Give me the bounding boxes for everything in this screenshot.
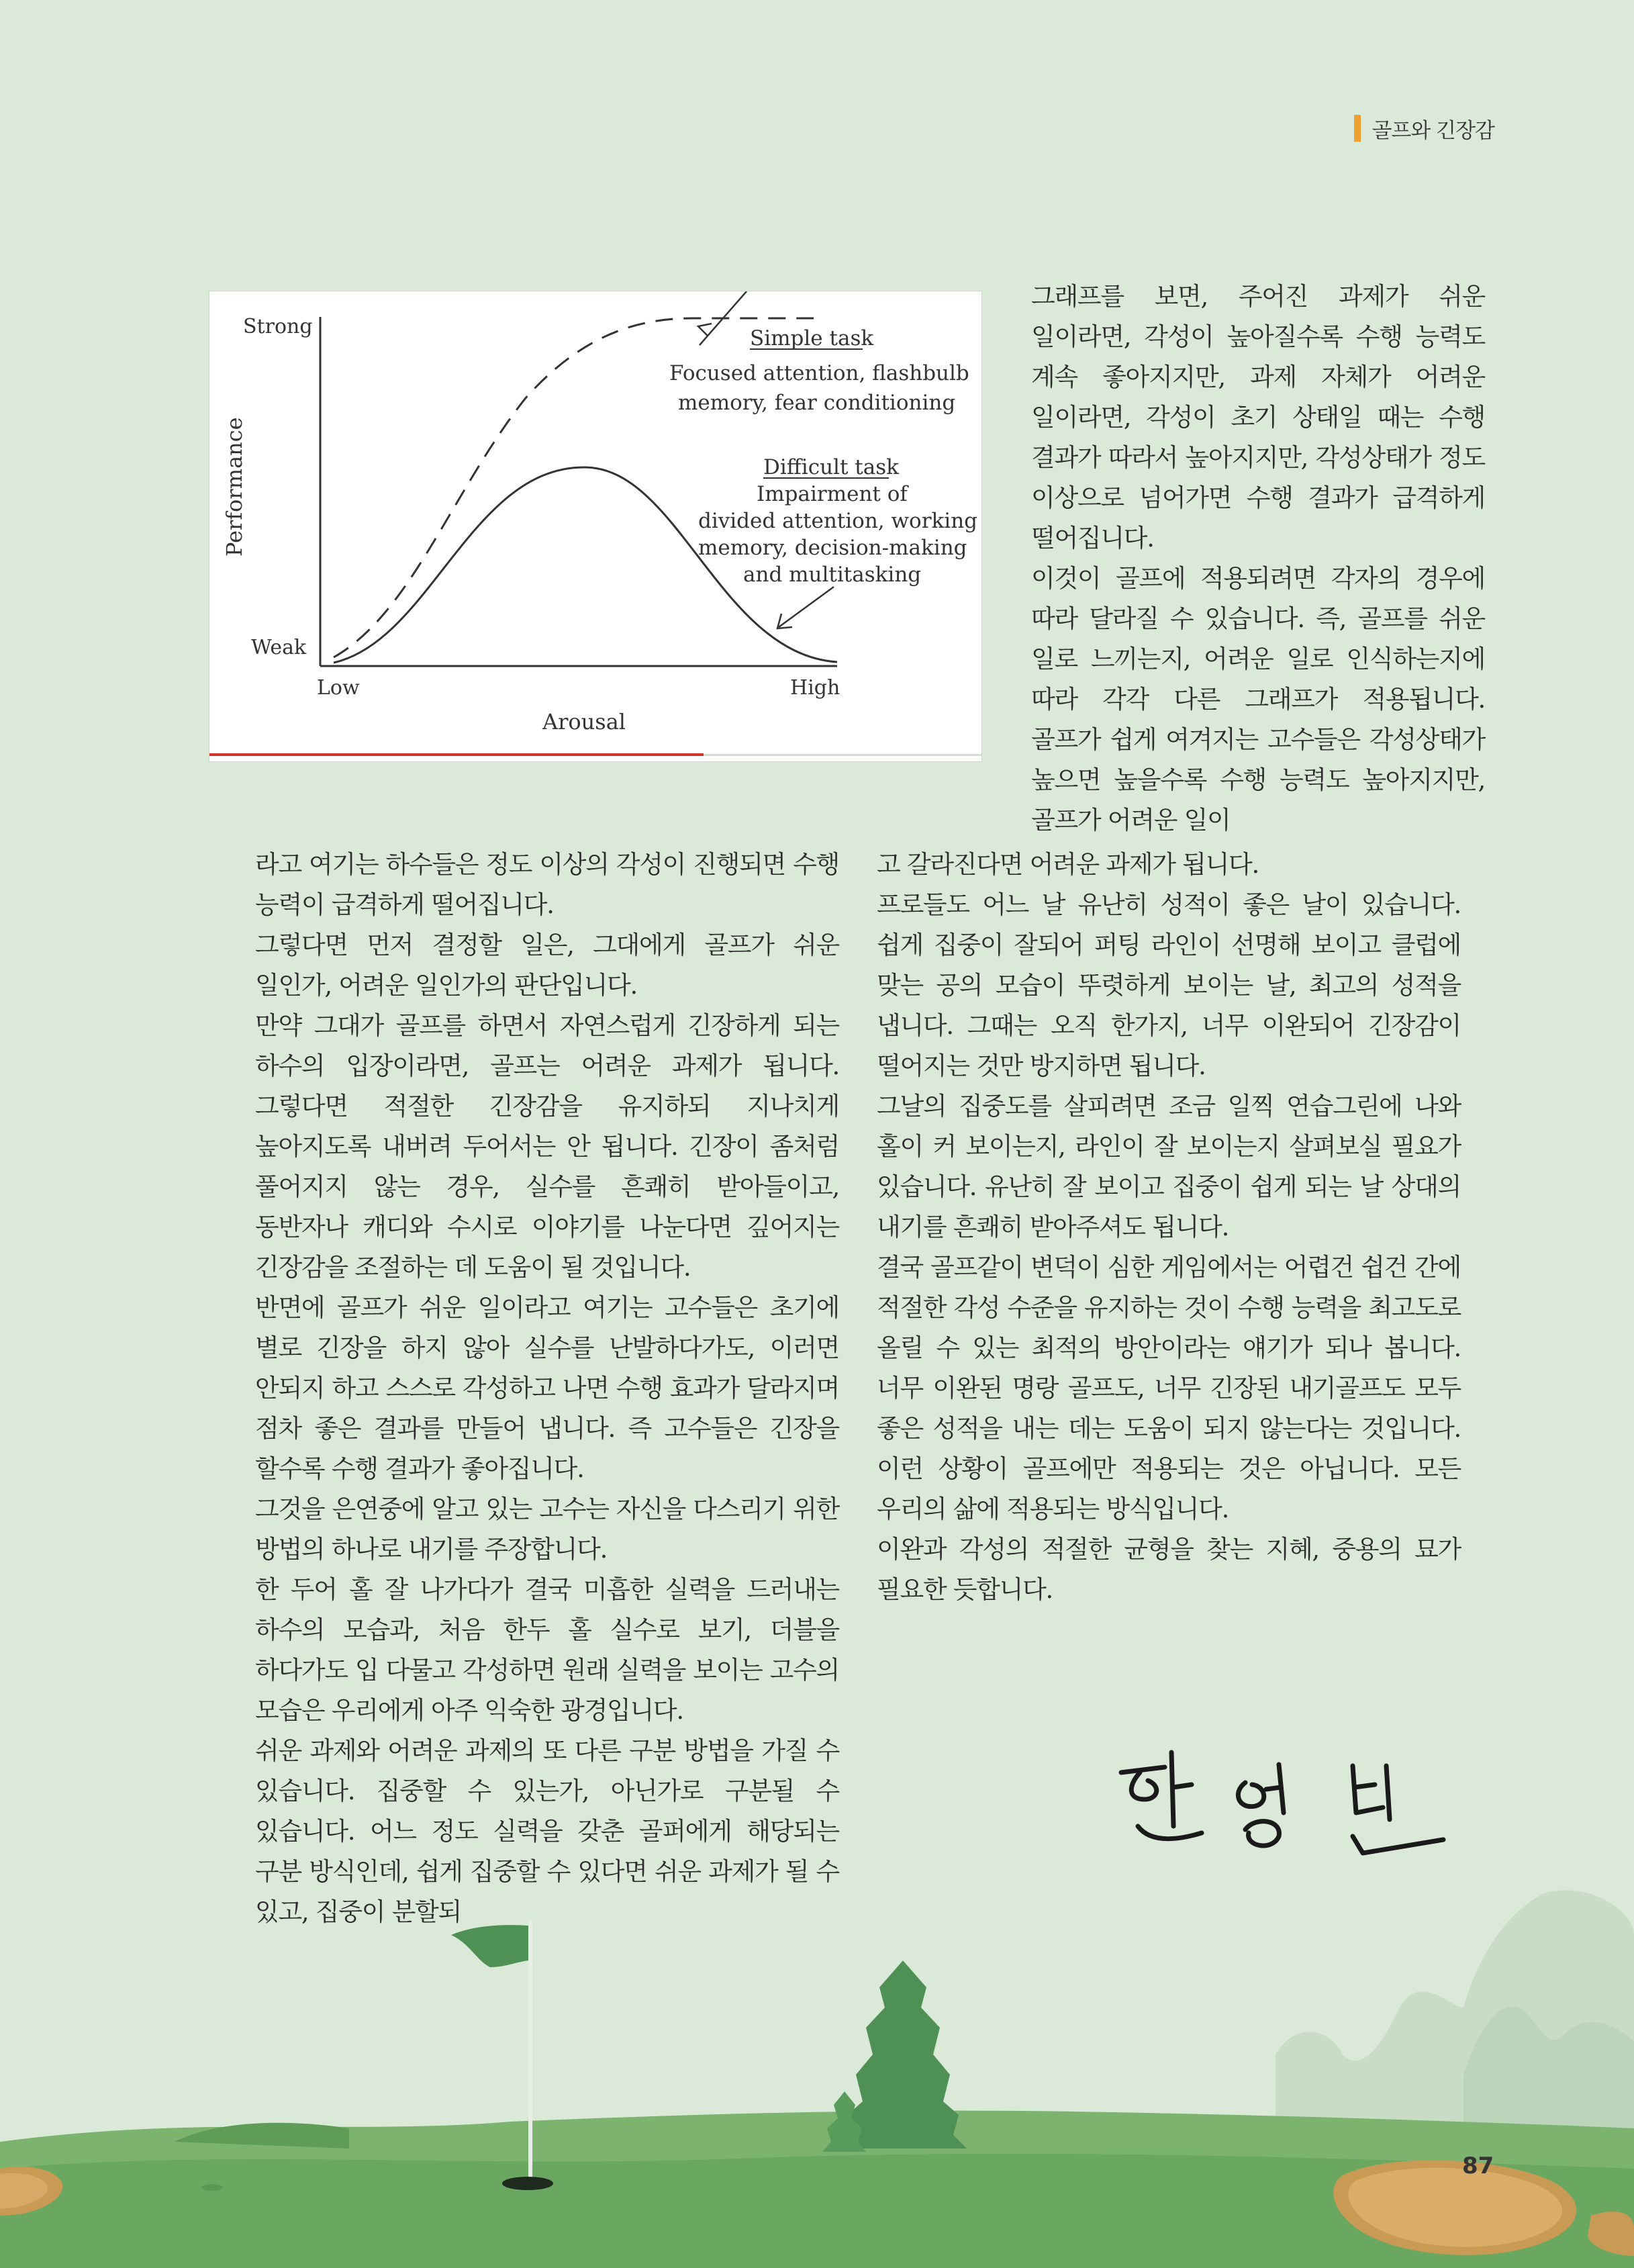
conifer-tree [839, 1960, 967, 2148]
paragraph: 그것을 은연중에 알고 있는 고수는 자신을 다스리기 위한 방법의 하나로 내기를 주장합니다. [255, 1495, 839, 1564]
paragraph: 한 두어 홀 잘 나가다가 결국 미흡한 실력을 드러내는 하수의 모습과, 처음 한두 홀 실수로 보기, 더블을 하다가도 입 다물고 각성하면 원래 실력을 보이는 고수의 모습은 우리에게 아주 익숙한 광경입니다. [255, 1575, 839, 1725]
golf-course-illustration [0, 1853, 1634, 2268]
difficult-task-desc-1: Impairment of [757, 482, 908, 506]
page-number: 87 [1462, 2153, 1494, 2179]
running-header [1354, 113, 1494, 144]
grass-spot [201, 2184, 223, 2191]
paragraph: 결국 골프같이 변덕이 심한 게임에서는 어렵건 쉽건 간에 적절한 각성 수준을 유지하는 것이 수행 능력을 최고도로 올릴 수 있는 최적의 방안이라는 얘기가 되나 봅니다. 너무 이완된 명랑 골프도, 너무 긴장된 내기골프도 모두 좋은 성적을 내는 데는 도움이 되지 않는다는 것입니다. 이런 상황이 골프에만 적용되는 것은 아닙니다. 모든 우리의 삶에 적용되는 방식입니다. [877, 1253, 1461, 1523]
paragraph: 이완과 각성의 적절한 균형을 찾는 지혜, 중용의 묘가 필요한 듯합니다. [877, 1535, 1461, 1604]
y-axis-label: Performance [222, 417, 247, 557]
paragraph: 이것이 골프에 적용되려면 각자의 경우에 따라 달라질 수 있습니다. 즉, 골프를 쉬운 일로 느끼는지, 어려운 일로 인식하는지에 따라 각각 다른 그래프가 적용됩니다. 골프가 쉽게 여겨지는 고수들은 각성상태가 높으면 높을수록 수행 능력도 높아지지만, 골프가 어려운 일이 [1031, 564, 1485, 835]
right-column [877, 845, 1461, 1610]
yerkes-dodson-figure [209, 291, 981, 761]
arousal-performance-graph [209, 291, 981, 761]
y-strong-label: Strong [243, 315, 313, 338]
flag-icon [451, 1925, 528, 1967]
top-right-column [1031, 277, 1485, 841]
golf-hole [502, 2177, 553, 2190]
difficult-task-desc-2: divided attention, working [698, 509, 978, 533]
paragraph: 고 갈라진다면 어려운 과제가 됩니다. [877, 850, 1259, 879]
paragraph: 프로들도 어느 날 유난히 성적이 좋은 날이 있습니다. 쉽게 집중이 잘되어 퍼팅 라인이 선명해 보이고 클럽에 맞는 공의 모습이 뚜렷하게 보이는 날, 최고의 성적을 냅니다. 그때는 오직 한가지, 너무 이완되어 긴장감이 떨어지는 것만 방지하면 됩니다. [877, 890, 1461, 1080]
paragraph: 반면에 골프가 쉬운 일이라고 여기는 고수들은 초기에 별로 긴장을 하지 않아 실수를 난발하다가도, 이러면 안되지 하고 스스로 각성하고 나면 수행 효과가 달라지며 점차 좋은 결과를 만들어 냅니다. 즉 고수들은 긴장을 할수록 수행 결과가 좋아집니다. [255, 1293, 839, 1483]
paragraph: 그렇다면 먼저 결정할 일은, 그대에게 골프가 쉬운 일인가, 어려운 일인가의 판단입니다. [255, 931, 839, 1000]
paragraph: 만약 그대가 골프를 하면서 자연스럽게 긴장하게 되는 하수의 입장이라면, 골프는 어려운 과제가 됩니다. 그렇다면 적절한 긴장감을 유지하되 지나치게 높아지도록 내버려 두어서는 안 됩니다. 긴장이 좀처럼 풀어지지 않는 경우, 실수를 흔쾌히 받아들이고, 동반자나 캐디와 수시로 이야기를 나눈다면 깊어지는 긴장감을 조절하는 데 도움이 될 것입니다. [255, 1011, 839, 1282]
simple-task-desc-2: memory, fear conditioning [678, 391, 956, 415]
author-signature [1108, 1746, 1470, 1867]
difficult-task-arrow [779, 587, 834, 627]
x-low-label: Low [317, 676, 360, 700]
running-header-title: 골프와 긴장감 [1372, 118, 1494, 143]
difficult-task-title: Difficult task [763, 455, 899, 479]
y-weak-label: Weak [251, 636, 307, 659]
paragraph: 라고 여기는 하수들은 정도 이상의 각성이 진행되면 수행 능력이 급격하게 떨어집니다. [255, 850, 839, 919]
simple-task-desc-1: Focused attention, flashbulb [669, 361, 969, 385]
x-high-label: High [790, 676, 840, 700]
simple-task-arrow [700, 291, 747, 345]
difficult-task-desc-3: memory, decision-making [698, 536, 967, 560]
header-accent-bar [1354, 115, 1361, 142]
left-column [255, 845, 839, 1932]
simple-task-title: Simple task [750, 326, 874, 350]
paragraph: 쉬운 과제와 어려운 과제의 또 다른 구분 방법을 가질 수 있습니다. 집중할 수 있는가, 아닌가로 구분될 수 있습니다. 어느 정도 실력을 갖춘 골퍼에게 해당되는 구분 방식인데, 쉽게 집중할 수 있다면 쉬운 과제가 될 수 있고, 집중이 분할되 [255, 1736, 839, 1926]
paragraph: 그래프를 보면, 주어진 과제가 쉬운 일이라면, 각성이 높아질수록 수행 능력도 계속 좋아지지만, 과제 자체가 어려운 일이라면, 각성이 초기 상태일 때는 수행 결과가 따라서 높아지지만, 각성상태가 정도 이상으로 넘어가면 수행 결과가 급격하게 떨어집니다. [1031, 282, 1485, 553]
figure-red-rule [209, 753, 704, 756]
difficult-task-desc-4: and multitasking [743, 563, 922, 587]
figure-gray-rule [704, 754, 981, 756]
paragraph: 그날의 집중도를 살피려면 조금 일찍 연습그린에 나와 홀이 커 보이는지, 라인이 잘 보이는지 살펴보실 필요가 있습니다. 유난히 잘 보이고 집중이 쉽게 되는 날 상대의 내기를 흔쾌히 받아주셔도 됩니다. [877, 1092, 1461, 1241]
x-axis-label: Arousal [542, 709, 626, 735]
